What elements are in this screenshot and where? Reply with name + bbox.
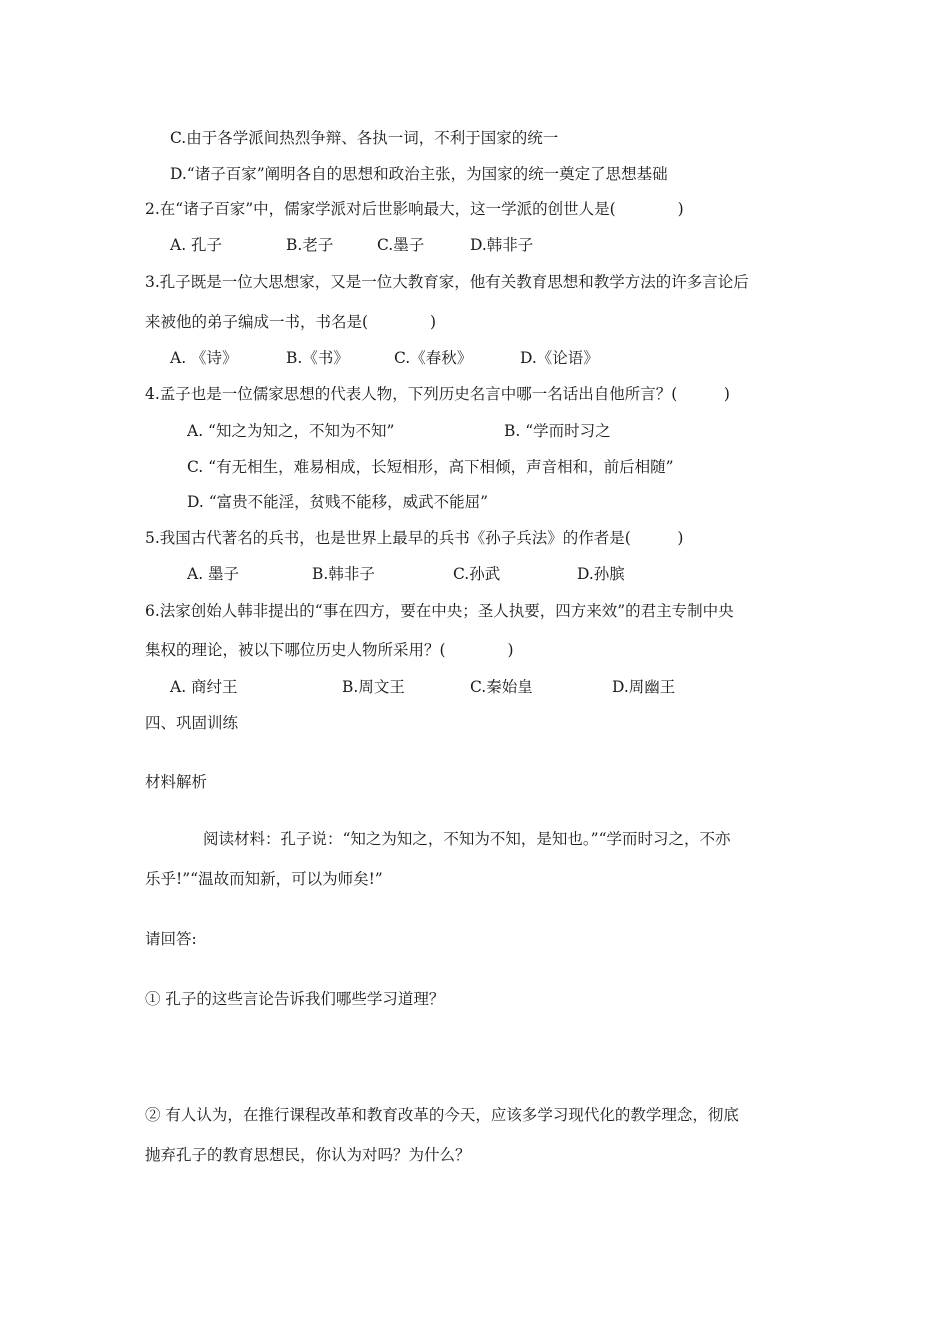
q5-stem: 5.我国古代著名的兵书，也是世界上最早的兵书《孙子兵法》的作者是( ) (145, 529, 684, 547)
q6-stem-line1: 6.法家创始人韩非提出的“事在四方，要在中央；圣人执要，四方来效”的君主专制中央 (145, 602, 734, 620)
q4-stem: 4.孟子也是一位儒家思想的代表人物，下列历史名言中哪一名话出自他所言？( ) (145, 385, 730, 403)
q4-option-c: C. “有无相生，难易相成，长短相形，高下相倾，声音相和，前后相随” (187, 458, 674, 476)
q3-option-a: A. 《诗》 (170, 349, 238, 367)
q2-option-a: A. 孔子 (170, 236, 223, 254)
q6-option-b: B.周文王 (342, 678, 405, 696)
q6-option-c: C.秦始皇 (470, 678, 533, 696)
q3-option-d: D.《论语》 (520, 349, 599, 367)
question-2-line2: 抛弃孔子的教育思想民，你认为对吗？为什么？ (145, 1146, 471, 1164)
q2-stem: 2.在“诸子百家”中，儒家学派对后世影响最大，这一学派的创世人是( ) (145, 200, 684, 218)
q3-option-c: C.《春秋》 (394, 349, 473, 367)
q3-stem-line1: 3.孔子既是一位大思想家，又是一位大教育家，他有关教育思想和教学方法的许多言论后 (145, 273, 749, 291)
material-analysis-heading: 材料解析 (145, 773, 208, 791)
q5-option-c: C.孙武 (453, 565, 501, 583)
q4-option-a: A. “知之为知之，不知为不知” (187, 422, 395, 440)
section-heading: 四、巩固训练 (145, 714, 239, 732)
q5-option-a: A. 墨子 (187, 565, 240, 583)
q3-stem-line2: 来被他的弟子编成一书，书名是( ) (145, 313, 437, 331)
q1-option-c: C.由于各学派间热烈争辩、各执一词，不利于国家的统一 (170, 129, 559, 147)
q6-option-a: A. 商纣王 (170, 678, 238, 696)
q2-option-b: B.老子 (286, 236, 334, 254)
q6-stem-line2: 集权的理论，被以下哪位历史人物所采用？( ) (145, 641, 514, 659)
q6-option-d: D.周幽王 (612, 678, 676, 696)
q2-option-d: D.韩非子 (470, 236, 534, 254)
q1-option-d: D.“诸子百家”阐明各自的思想和政治主张，为国家的统一奠定了思想基础 (170, 165, 668, 183)
q5-option-b: B.韩非子 (312, 565, 375, 583)
q2-option-c: C.墨子 (377, 236, 425, 254)
q3-option-b: B.《书》 (286, 349, 349, 367)
q4-option-b: B. “学而时习之 (504, 422, 611, 440)
q5-option-d: D.孙膑 (577, 565, 625, 583)
question-2-line1: ② 有人认为，在推行课程改革和教育改革的今天，应该多学习现代化的教学理念，彻底 (145, 1106, 739, 1124)
question-1: ① 孔子的这些言论告诉我们哪些学习道理？ (145, 990, 445, 1008)
material-line1: 阅读材料：孔子说：“知之为知之，不知为不知，是知也。”“学而时习之，不亦 (203, 830, 731, 848)
answer-prompt: 请回答: (145, 930, 197, 948)
q4-option-d: D. “富贵不能淫，贫贱不能移，威武不能屈” (187, 493, 489, 511)
material-line2: 乐乎!”“温故而知新，可以为师矣!” (145, 870, 383, 888)
